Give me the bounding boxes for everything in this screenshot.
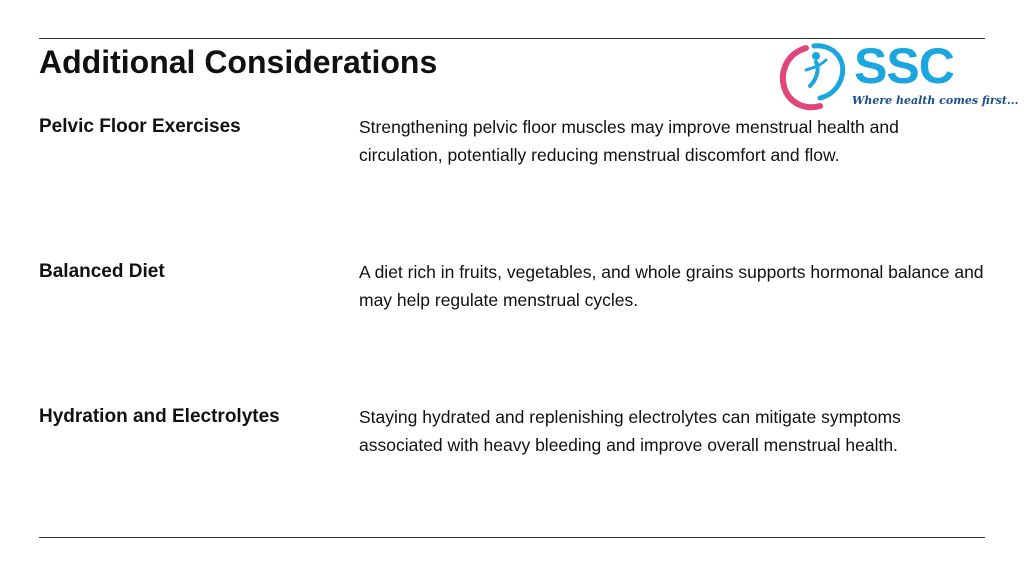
logo-brand-text: SSC xyxy=(854,38,954,94)
item-label: Balanced Diet xyxy=(39,261,165,282)
item-description: Strengthening pelvic floor muscles may improve menstrual health and circulation, potentially reducing menstrual discomfort and flow. xyxy=(359,117,899,165)
item-label: Hydration and Electrolytes xyxy=(39,406,280,427)
item-description: A diet rich in fruits, vegetables, and whole grains supports hormonal balance and may help regulate menstrual cycles. xyxy=(359,262,984,310)
ssc-logo-swoosh-icon xyxy=(776,40,856,112)
item-description: Staying hydrated and replenishing electrolytes can mitigate symptoms associated with heavy bleeding and improve overall menstrual health. xyxy=(359,407,901,455)
bottom-divider xyxy=(39,537,985,538)
top-divider xyxy=(39,38,985,39)
ssc-logo xyxy=(776,38,1019,112)
item-label: Pelvic Floor Exercises xyxy=(39,116,241,137)
logo-tagline: Where health comes first... xyxy=(852,94,1019,107)
page-title: Additional Considerations xyxy=(39,44,438,80)
